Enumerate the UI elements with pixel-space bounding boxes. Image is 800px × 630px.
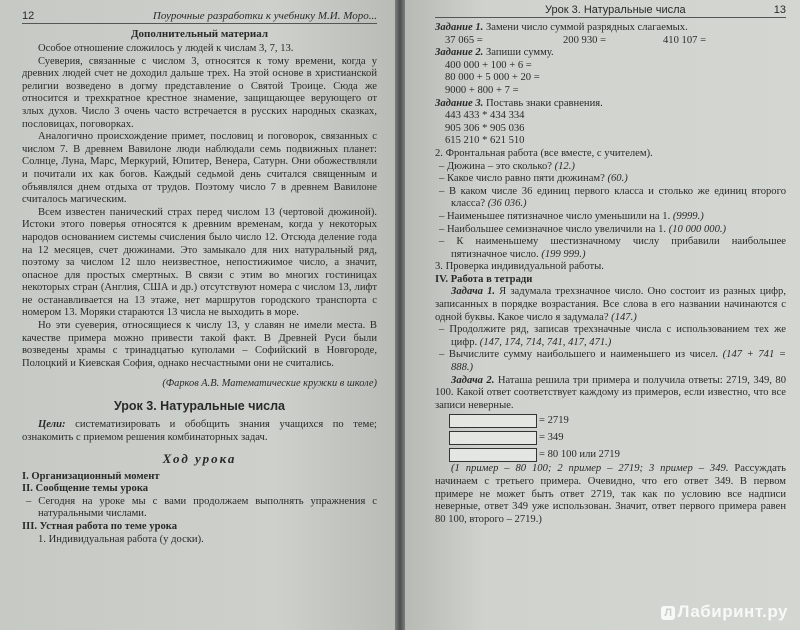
lesson-title: Урок 3. Натуральные числа bbox=[113, 399, 286, 414]
problem-1-item bbox=[435, 349, 786, 374]
watermark-text: Лабиринт.ру bbox=[677, 602, 788, 621]
frontal-question: – В каком числе 36 единиц первого класса и столько же единиц второго класса? bbox=[439, 185, 786, 210]
goals-label: Цели: bbox=[38, 419, 66, 431]
frontal-answer: (60.) bbox=[604, 173, 628, 185]
task-1-text: Замени число суммой разрядных слагаемых. bbox=[485, 22, 688, 33]
labirint-watermark bbox=[661, 602, 788, 622]
lesson-progress-heading: Ход урока bbox=[162, 450, 237, 466]
answer-box-row bbox=[435, 412, 786, 429]
answer-box-row bbox=[435, 446, 786, 463]
frontal-question: – Наименьшее пятизначное число уменьшили на 1. bbox=[439, 210, 671, 222]
citation: (Фарков А.В. Математические кружки в школе) bbox=[162, 378, 377, 390]
box-result: = 2719 bbox=[539, 415, 569, 427]
problem-1-label: Задача 1. bbox=[451, 286, 496, 298]
frontal-item bbox=[435, 186, 786, 211]
frontal-answer: (9999.) bbox=[670, 210, 704, 222]
book-gutter bbox=[395, 0, 405, 630]
box-result: = 80 100 или 2719 bbox=[539, 449, 620, 461]
frontal-item bbox=[435, 161, 786, 174]
section-title: Дополнительный материал bbox=[130, 28, 269, 40]
problem-2-text: Наташа решила три примера и получила ответы: 2719, 349, 80 100. Какой ответ соответствует каждому из примеров, если известно, что все записи неверные. bbox=[435, 374, 786, 411]
task-1-number: 410 107 = bbox=[663, 34, 707, 46]
frontal-question: – Наибольшее семизначное число увеличили на 1. bbox=[439, 223, 667, 235]
task-3-line: 615 210 * 621 510 bbox=[445, 135, 525, 147]
frontal-answer: (36 036.) bbox=[485, 198, 527, 210]
right-page bbox=[405, 0, 800, 630]
problem-2 bbox=[435, 375, 786, 413]
paragraph-1: Особое отношение сложилось у людей к числам 3, 7, 13. bbox=[38, 43, 294, 54]
problem-1-item-answer: (147 + 741 = 888.) bbox=[451, 349, 787, 374]
problem-1-answer: (147.) bbox=[608, 311, 637, 323]
check-work: 3. Проверка индивидуальной работы. bbox=[435, 261, 604, 273]
task-3-label: Задание 3. bbox=[435, 97, 484, 109]
blank-box bbox=[449, 414, 537, 428]
problem-1-item bbox=[435, 324, 786, 349]
task-1-label: Задание 1. bbox=[435, 22, 484, 33]
task-2-line: 400 000 + 100 + 6 = bbox=[445, 59, 532, 71]
stage-3-text: 1. Индивидуальная работа (у доски). bbox=[38, 533, 204, 545]
problem-1 bbox=[435, 286, 786, 324]
problem-2-solution bbox=[435, 463, 786, 526]
right-page-number: 13 bbox=[773, 4, 786, 16]
problem-1-question: – Продолжите ряд, записав трехзначные числа с использованием тех же цифр. bbox=[439, 324, 786, 348]
left-running-head bbox=[22, 10, 377, 24]
blank-box bbox=[449, 431, 537, 445]
paragraph-4: Всем известен панический страх перед числом 13 (чертовой дюжиной). Истоки этого поверья относятся к древним временам, когда у некоторых народов основанием системы счисления было число 12. Отсюда деление года на 12 месяцев, счет дюжинами. Это замыкало для них натуральный ряд, поэтому за числом 12 шло неизвестное, непостижимое число, а значит, опасное для простых смертных. В связи с этим во многих гостиницах некоторых стран (Англия, США и др.) отсутствуют номера с числом 13, лифт не останавливается на 13 этаже, нет маршрутов городского транспорта с номером 13. Моряки стараются 13 числа не выходить в море. bbox=[22, 206, 377, 319]
task-3-line: 905 306 * 905 036 bbox=[445, 122, 525, 134]
task-2 bbox=[435, 47, 786, 60]
frontal-answer: (10 000 000.) bbox=[666, 223, 727, 235]
paragraph-5: Но эти суеверия, относящиеся к числу 13, у славян не имели места. В качестве примера можно привести такой факт. В Древней Руси были возведены храмы с тринадцатью куполами – Софийский в Новгороде, Полоцкий и Киевская София, однако несчастными они не считались. bbox=[22, 320, 377, 369]
paragraph-2: Суеверия, связанные с числом 3, относятся к тому времени, когда у древних людей счет не доходил дальше трех. На этой основе в христианской религии возведено в догму представление о Святой Троице. Сюда же относится и трехкратное крестное знамение, защищающее верующего от злых духов. Число 3 очень часто встречается в русских народных сказках, пословицах, поговорках. bbox=[22, 55, 377, 130]
task-1-numbers bbox=[435, 35, 786, 48]
blank-box bbox=[449, 448, 537, 462]
frontal-answer: (12.) bbox=[551, 160, 575, 172]
stage-3: III. Устная работа по теме урока bbox=[22, 521, 178, 532]
stage-2: II. Сообщение темы урока bbox=[22, 483, 149, 495]
task-2-text: Запиши сумму. bbox=[485, 47, 554, 59]
left-page-number: 12 bbox=[22, 10, 35, 22]
task-2-line: 9000 + 800 + 7 = bbox=[445, 84, 519, 96]
problem-1-text: Я задумала трехзначное число. Оно состоит из разных цифр, записанных в порядке возрастания. Все слова в его названии начинаются с одной буквы. Какое число я задумала? bbox=[435, 286, 786, 323]
right-running-head bbox=[435, 4, 786, 18]
left-running-title: Поурочные разработки к учебнику М.И. Моро... bbox=[152, 10, 377, 22]
task-3-line: 443 433 * 434 334 bbox=[445, 110, 525, 122]
labirint-logo-icon: Л bbox=[661, 606, 675, 620]
stage-2-text: – Сегодня на уроке мы с вами продолжаем выполнять упражнения с натуральными числами. bbox=[26, 495, 377, 520]
task-1-number: 200 930 = bbox=[563, 34, 607, 46]
task-3 bbox=[435, 98, 786, 111]
frontal-item bbox=[435, 211, 786, 224]
task-2-line: 80 000 + 5 000 + 20 = bbox=[445, 72, 540, 84]
problem-1-question: – Вычислите сумму наибольшего и наименьшего из чисел. bbox=[439, 349, 719, 361]
right-running-title: Урок 3. Натуральные числа bbox=[545, 4, 686, 16]
goals-text: систематизировать и обобщить знания учащихся по теме; ознакомить с приемом решения комбинаторных задач. bbox=[22, 419, 377, 444]
problem-1-item-answer: (147, 174, 714, 741, 417, 471.) bbox=[477, 336, 612, 348]
frontal-question: – Дюжина – это сколько? bbox=[439, 160, 552, 172]
problem-2-reasoning: Рассуждать начинаем с третьего примера. Очевидно, что его ответ 349. В первом примере не может быть ответ 2719, так как по условию все надписи неверные, ответ 349 уже использован. Значит, ответ первого примера равен 80 100, второго – 2719.) bbox=[435, 463, 786, 525]
task-1 bbox=[435, 22, 786, 35]
frontal-work: 2. Фронтальная работа (все вместе, с учителем). bbox=[435, 147, 653, 159]
frontal-question: – Какое число равно пяти дюжинам? bbox=[439, 173, 605, 185]
frontal-item bbox=[435, 173, 786, 186]
lesson-goals bbox=[22, 419, 377, 444]
stage-4: IV. Работа в тетради bbox=[435, 273, 533, 285]
box-result: = 349 bbox=[539, 432, 564, 444]
frontal-item bbox=[435, 224, 786, 237]
paragraph-3: Аналогично происхождение примет, пословиц и поговорок, связанных с числом 7. В древнем Вавилоне люди наблюдали семь подвижных планет: Солнце, Луна, Марс, Меркурий, Юпитер, Венера, Сатурн. Они обожествляли и почитали их как богов. Каждый седьмой день считался священным и объявлялся днем отдыха от трудов. Поэтому число 7 в древнем Вавилоне считалось магическим. bbox=[22, 131, 377, 206]
answer-box-row bbox=[435, 429, 786, 446]
task-1-number: 37 065 = bbox=[445, 34, 483, 46]
frontal-question: – К наименьшему шестизначному числу прибавили наибольшее пятизначное число. bbox=[439, 236, 786, 260]
frontal-answer: (199 999.) bbox=[538, 248, 586, 260]
stage-1: I. Организационный момент bbox=[22, 470, 160, 482]
problem-2-answer: (1 пример – 80 100; 2 пример – 2719; 3 пример – 349. bbox=[451, 463, 729, 475]
frontal-item bbox=[435, 236, 786, 261]
task-2-label: Задание 2. bbox=[435, 47, 484, 59]
problem-2-label: Задача 2. bbox=[451, 374, 495, 386]
left-page bbox=[0, 0, 395, 630]
task-3-text: Поставь знаки сравнения. bbox=[485, 97, 603, 109]
